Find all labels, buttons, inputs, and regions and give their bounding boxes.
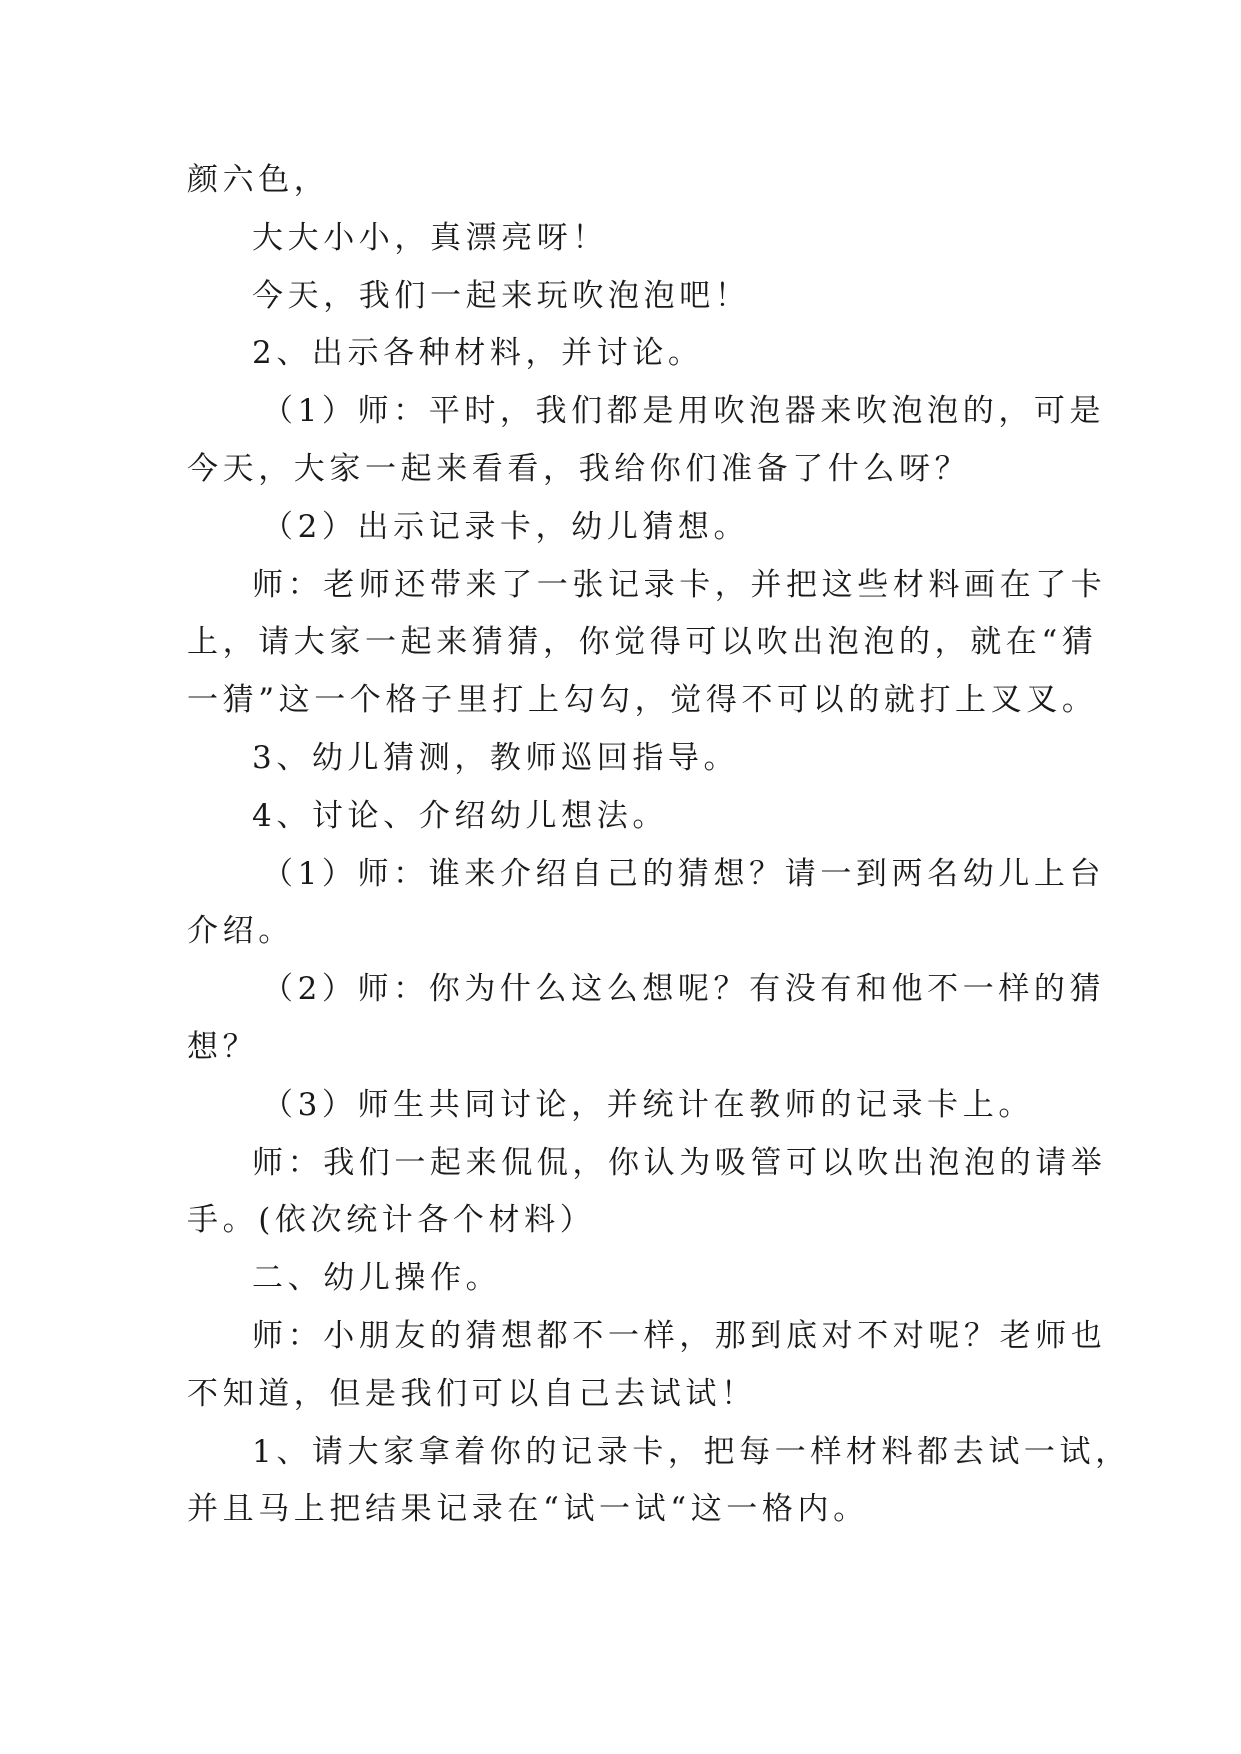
paragraph-line: 今天，大家一起来看看，我给你们准备了什么呀？ bbox=[187, 450, 971, 487]
paragraph-line: 颜六色， bbox=[187, 162, 330, 198]
paragraph-line: 一猜”这一个格子里打上勾勾，觉得不可以的就打上叉叉。 bbox=[187, 682, 1098, 719]
paragraph-line: （2）师：你为什么这么想呢？有没有和他不一样的猜 bbox=[262, 971, 1106, 1008]
paragraph-line: （2）出示记录卡，幼儿猜想。 bbox=[262, 508, 750, 545]
paragraph-line: 手。(依次统计各个材料） bbox=[187, 1202, 596, 1239]
paragraph-line: （1）师：谁来介绍自己的猜想？请一到两名幼儿上台 bbox=[262, 855, 1106, 892]
paragraph-line: 师：我们一起来侃侃，你认为吸管可以吹出泡泡的请举 bbox=[252, 1144, 1107, 1181]
paragraph-line: 4、讨论、介绍幼儿想法。 bbox=[252, 797, 668, 834]
paragraph-line: 今天，我们一起来玩吹泡泡吧！ bbox=[252, 277, 751, 314]
paragraph-line: 二、幼儿操作。 bbox=[252, 1260, 502, 1297]
paragraph-line: 上，请大家一起来猜猜，你觉得可以吹出泡泡的，就在“猜 bbox=[187, 624, 1098, 661]
paragraph-line: 不知道，但是我们可以自己去试试！ bbox=[187, 1375, 757, 1412]
paragraph-line: （3）师生共同讨论，并统计在教师的记录卡上。 bbox=[262, 1086, 1034, 1123]
paragraph-line: 2、出示各种材料，并讨论。 bbox=[252, 335, 704, 372]
paragraph-line: 3、幼儿猜测，教师巡回指导。 bbox=[252, 739, 740, 776]
paragraph-line: 1、请大家拿着你的记录卡，把每一样材料都去试一试， bbox=[252, 1433, 1131, 1470]
paragraph-line: 介绍。 bbox=[187, 913, 294, 950]
paragraph-line: 师：小朋友的猜想都不一样，那到底对不对呢？老师也 bbox=[252, 1317, 1107, 1354]
document-body bbox=[187, 152, 1131, 1539]
paragraph-line: 大大小小，真漂亮呀！ bbox=[252, 219, 608, 256]
paragraph-line: 并且马上把结果记录在“试一试“这一格内。 bbox=[187, 1491, 869, 1528]
paragraph-line: 师：老师还带来了一张记录卡，并把这些材料画在了卡 bbox=[252, 566, 1107, 603]
paragraph-line: 想？ bbox=[187, 1028, 259, 1065]
paragraph-line: （1）师：平时，我们都是用吹泡器来吹泡泡的，可是 bbox=[262, 393, 1106, 430]
